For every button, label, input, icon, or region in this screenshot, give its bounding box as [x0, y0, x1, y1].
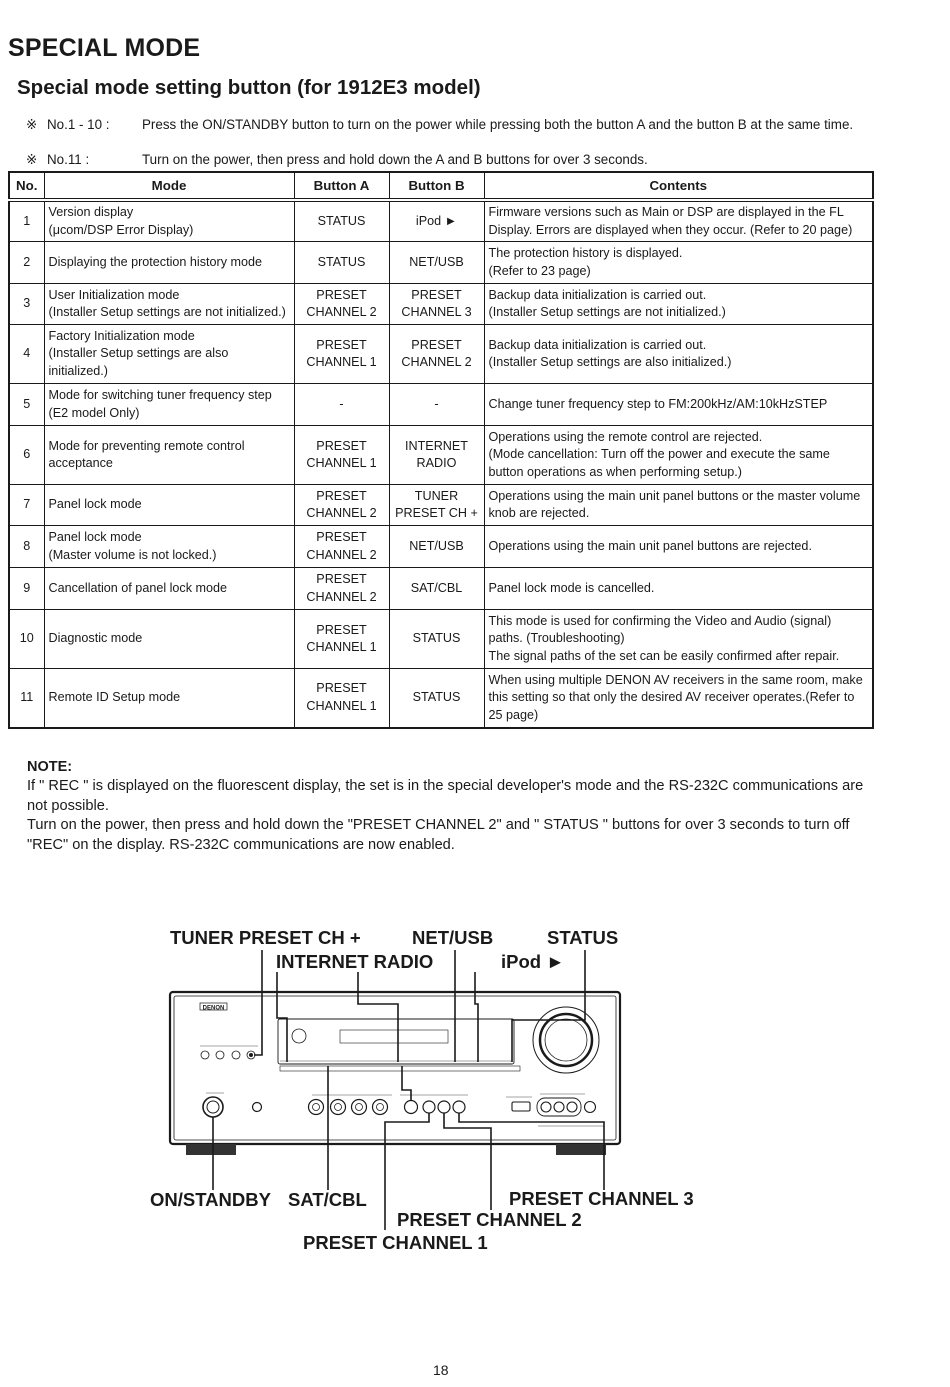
front-panel-diagram: [0, 900, 950, 1270]
header-no: No.: [9, 172, 44, 200]
table-row: [9, 669, 873, 728]
label-status: STATUS: [547, 927, 619, 948]
label-preset-channel-1: PRESET CHANNEL 1: [303, 1232, 488, 1253]
header-button-a: Button A: [294, 172, 389, 200]
note-label: No.11 :: [47, 152, 90, 167]
table-row: [9, 284, 873, 325]
cell-contents: Panel lock mode is cancelled.: [484, 568, 873, 610]
table-row: [9, 200, 873, 242]
cell-button-a: -: [294, 384, 389, 426]
cell-button-b: NET/USB: [389, 242, 484, 284]
note-text: Press the ON/STANDBY button to turn on the power while pressing both the button A and the button B at the same time.: [142, 117, 854, 132]
cell-no: 6: [9, 426, 44, 485]
cell-contents: Firmware versions such as Main or DSP are displayed in the FL Display. Errors are displayed when they occur. (Refer to 20 page): [484, 200, 873, 242]
cell-mode: Diagnostic mode: [44, 610, 294, 669]
cell-no: 5: [9, 384, 44, 426]
note-label: No.1 - 10 :: [47, 117, 110, 132]
cell-mode: Mode for switching tuner frequency step (E2 model Only): [44, 384, 294, 426]
cell-button-a: PRESET CHANNEL 2: [294, 568, 389, 610]
table-row: [9, 325, 873, 384]
cell-button-a: STATUS: [294, 242, 389, 284]
cell-no: 4: [9, 325, 44, 384]
cell-no: 2: [9, 242, 44, 284]
note-line: If " REC " is displayed on the fluorescent display, the set is in the special developer's mode and the RS-232C communications are not possible.: [27, 778, 864, 814]
cell-button-b: PRESET CHANNEL 2: [389, 325, 484, 384]
cell-mode: Factory Initialization mode (Installer Setup settings are also initialized.): [44, 325, 294, 384]
note-line: Turn on the power, then press and hold down the "PRESET CHANNEL 2" and " STATUS " buttons for over 3 seconds to turn off "REC" on the display. RS-232C communications are now enabled.: [27, 817, 850, 853]
table-row: [9, 568, 873, 610]
cell-mode: Mode for preventing remote control acceptance: [44, 426, 294, 485]
cell-no: 11: [9, 669, 44, 728]
cell-button-a: PRESET CHANNEL 2: [294, 485, 389, 526]
cell-contents: This mode is used for confirming the Video and Audio (signal) paths. (Troubleshooting) The signal paths of the set can be easily confirmed after repair.: [484, 610, 873, 669]
table-row: [9, 242, 873, 284]
cell-button-b: SAT/CBL: [389, 568, 484, 610]
cell-button-b: NET/USB: [389, 526, 484, 568]
cell-contents: Operations using the remote control are rejected. (Mode cancellation: Turn off the power and execute the same button operations as when performing setup.): [484, 426, 873, 485]
cell-button-a: PRESET CHANNEL 1: [294, 426, 389, 485]
brand-logo: DENON: [202, 1005, 225, 1012]
cell-mode: Panel lock mode: [44, 485, 294, 526]
note-mark: ※: [26, 117, 38, 132]
cell-button-b: -: [389, 384, 484, 426]
note-heading: NOTE:: [27, 759, 73, 775]
label-sat-cbl: SAT/CBL: [288, 1189, 367, 1210]
cell-contents: The protection history is displayed. (Refer to 23 page): [484, 242, 873, 284]
table-row: [9, 610, 873, 669]
label-preset-channel-3: PRESET CHANNEL 3: [509, 1188, 694, 1209]
cell-mode: Panel lock mode (Master volume is not locked.): [44, 526, 294, 568]
cell-button-b: STATUS: [389, 669, 484, 728]
label-tuner-preset-ch: TUNER PRESET CH +: [170, 927, 361, 948]
cell-button-b: STATUS: [389, 610, 484, 669]
cell-contents: Operations using the main unit panel buttons or the master volume knob are rejected.: [484, 485, 873, 526]
note-text: Turn on the power, then press and hold down the A and B buttons for over 3 seconds.: [142, 152, 648, 167]
cell-contents: Operations using the main unit panel buttons are rejected.: [484, 526, 873, 568]
page-number: 18: [433, 1362, 449, 1378]
cell-no: 7: [9, 485, 44, 526]
cell-mode: Displaying the protection history mode: [44, 242, 294, 284]
cell-mode: Remote ID Setup mode: [44, 669, 294, 728]
cell-button-a: PRESET CHANNEL 1: [294, 325, 389, 384]
cell-contents: Change tuner frequency step to FM:200kHz/AM:10kHzSTEP: [484, 384, 873, 426]
table-header-row: [9, 172, 873, 200]
cell-contents: Backup data initialization is carried out. (Installer Setup settings are not initialized.): [484, 284, 873, 325]
cell-no: 1: [9, 200, 44, 242]
cell-button-b: PRESET CHANNEL 3: [389, 284, 484, 325]
table-row: [9, 485, 873, 526]
page-title: SPECIAL MODE: [8, 34, 201, 62]
cell-contents: Backup data initialization is carried out. (Installer Setup settings are also initialized.): [484, 325, 873, 384]
cell-button-b: TUNER PRESET CH +: [389, 485, 484, 526]
cell-button-a: STATUS: [294, 200, 389, 242]
cell-button-a: PRESET CHANNEL 1: [294, 669, 389, 728]
cell-mode: Cancellation of panel lock mode: [44, 568, 294, 610]
table-row: [9, 384, 873, 426]
cell-no: 3: [9, 284, 44, 325]
label-ipod: iPod ►: [501, 951, 565, 972]
cell-mode: Version display (μcom/DSP Error Display): [44, 200, 294, 242]
cell-no: 9: [9, 568, 44, 610]
label-internet-radio: INTERNET RADIO: [276, 951, 434, 972]
cell-button-b: INTERNET RADIO: [389, 426, 484, 485]
cell-no: 10: [9, 610, 44, 669]
header-contents: Contents: [484, 172, 873, 200]
cell-button-b: iPod ►: [389, 200, 484, 242]
label-on-standby: ON/STANDBY: [150, 1189, 271, 1210]
cell-no: 8: [9, 526, 44, 568]
cell-button-a: PRESET CHANNEL 2: [294, 284, 389, 325]
cell-button-a: PRESET CHANNEL 1: [294, 610, 389, 669]
header-button-b: Button B: [389, 172, 484, 200]
cell-mode: User Initialization mode (Installer Setup settings are not initialized.): [44, 284, 294, 325]
special-mode-table: [8, 171, 874, 729]
table-row: [9, 526, 873, 568]
page-subtitle: Special mode setting button (for 1912E3 model): [17, 76, 481, 99]
note-body: [27, 777, 887, 855]
header-mode: Mode: [44, 172, 294, 200]
cell-contents: When using multiple DENON AV receivers in the same room, make this setting so that only the desired AV receiver operates.(Refer to 25 page): [484, 669, 873, 728]
label-preset-channel-2: PRESET CHANNEL 2: [397, 1209, 582, 1230]
cell-button-a: PRESET CHANNEL 2: [294, 526, 389, 568]
note-mark: ※: [26, 152, 38, 167]
label-net-usb: NET/USB: [412, 927, 494, 948]
receiver-front-panel: [170, 992, 620, 1155]
table-row: [9, 426, 873, 485]
